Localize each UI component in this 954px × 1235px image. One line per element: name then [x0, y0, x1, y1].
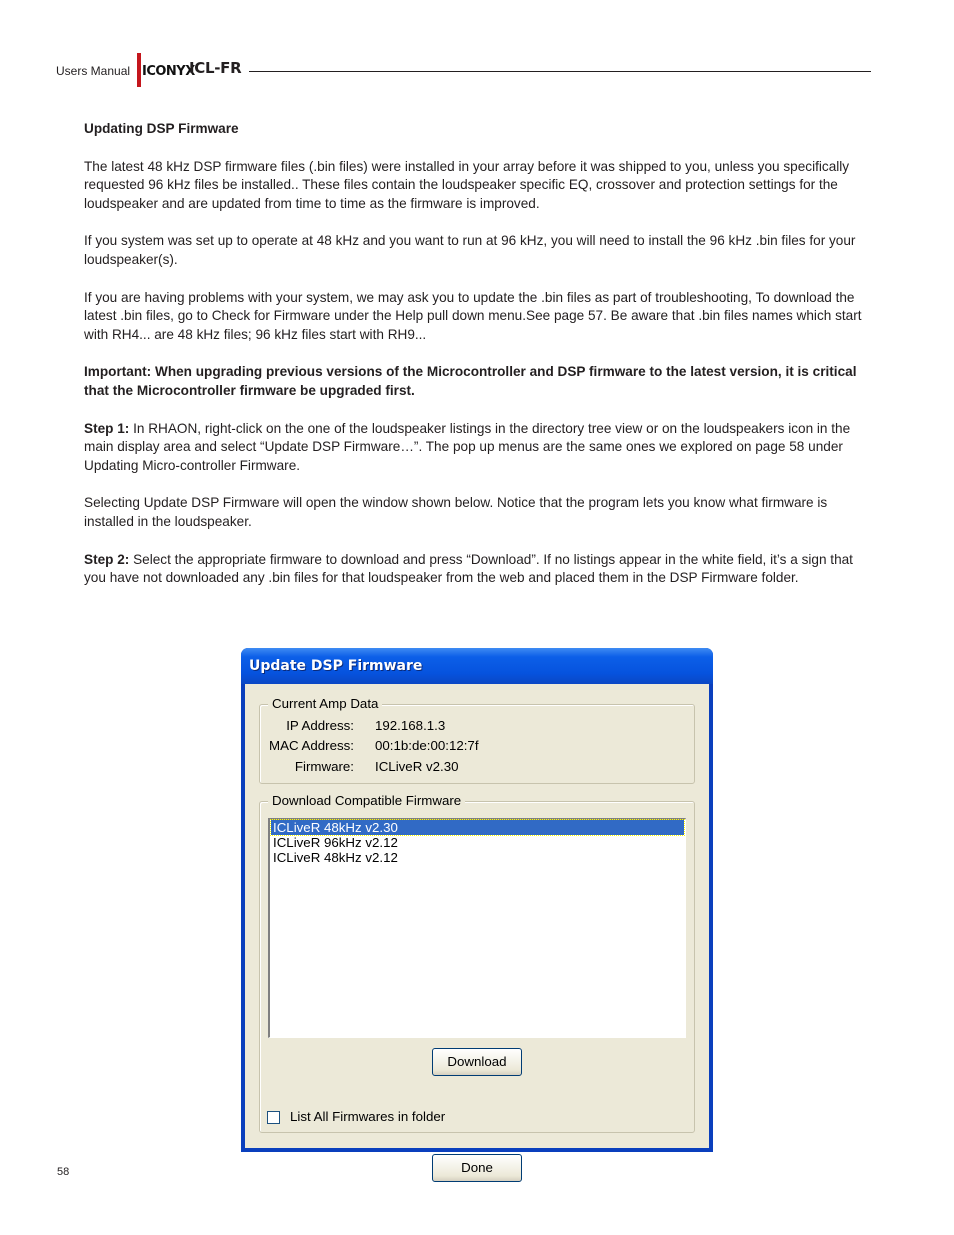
- logo-bar: [137, 53, 141, 87]
- iconyx-logo: [135, 53, 195, 89]
- page-content: [84, 120, 872, 607]
- page-number: 58: [57, 1166, 70, 1178]
- ip-address-label: IP Address:: [286, 718, 354, 733]
- logo-wordmark: ICONYX: [142, 64, 195, 79]
- paragraph-important: Important: When upgrading previous versions of the Microcontroller and DSP firmware to the latest version, it is critical that the Microcontroller firmware be upgraded first.: [84, 364, 857, 398]
- dialog-client-area: [245, 684, 709, 1175]
- dialog-titlebar[interactable]: [241, 648, 713, 684]
- firmware-list-item[interactable]: ICLiveR 48kHz v2.30: [271, 820, 684, 835]
- paragraph-intro: The latest 48 kHz DSP firmware files (.bin files) were installed in your array before it was shipped to you, unless you specifically requested 96 kHz files be installed.. These files contain the loudspeaker specific EQ, crossover and protection settings for the loudspeaker and are updated from time to time as the firmware is improved.: [84, 158, 850, 211]
- paragraph-troubleshooting: If you are having problems with your system, we may ask you to update the .bin files as part of troubleshooting, To download the latest .bin files, go to Check for Firmware under the Help pull down menu.See page 57. Be aware that .bin files names which start with RH4... are 48 kHz files; 96 kHz files start with RH9...: [84, 289, 862, 342]
- paragraph-window-info: Selecting Update DSP Firmware will open the window shown below. Notice that the program lets you know what firmware is installed in the loudspeaker.: [84, 495, 828, 529]
- paragraph-step1: [84, 420, 872, 476]
- firmware-value: ICLiveR v2.30: [375, 759, 459, 774]
- step2-label: Step 2:: [84, 551, 130, 567]
- download-compatible-firmware-group: [259, 793, 695, 1133]
- current-amp-data-group: [259, 696, 695, 784]
- firmware-list-item[interactable]: ICLiveR 96kHz v2.12: [273, 835, 398, 850]
- current-amp-data-legend: Current Amp Data: [268, 696, 382, 711]
- download-button[interactable]: Download: [432, 1048, 522, 1076]
- step1-label: Step 1:: [84, 420, 130, 436]
- firmware-list-item[interactable]: ICLiveR 48kHz v2.12: [273, 850, 398, 865]
- mac-address-label: MAC Address:: [269, 738, 354, 753]
- download-firmware-legend: Download Compatible Firmware: [268, 793, 465, 808]
- header-product-name: ICL-FR: [189, 59, 242, 77]
- list-all-firmwares-label: List All Firmwares in folder: [290, 1109, 446, 1124]
- mac-address-value: 00:1b:de:00:12:7f: [375, 738, 479, 753]
- paragraph-step2: [84, 551, 872, 588]
- done-button[interactable]: Done: [432, 1154, 522, 1182]
- step1-text: In RHAON, right-click on the one of the loudspeaker listings in the directory tree view or on the loudspeakers icon in the main display area and select “Update DSP Firmware…”. The pop up menus are the same ones we explored on page 58 under Updating Micro-controller Firmware.: [84, 420, 851, 473]
- header-rule: [249, 71, 871, 72]
- step2-text: Select the appropriate firmware to download and press “Download”. If no listings appear in the white field, it’s a sign that you have not downloaded any .bin files for that loudspeaker from the web and placed them in the DSP Firmware folder.: [84, 551, 853, 586]
- firmware-listbox[interactable]: [268, 818, 686, 1038]
- update-dsp-firmware-dialog: [241, 648, 713, 1175]
- firmware-label: Firmware:: [294, 759, 354, 774]
- paragraph-sample-rate: If you system was set up to operate at 48 kHz and you want to run at 96 kHz, you will need to install the 96 kHz .bin files for your loudspeaker(s).: [84, 233, 856, 267]
- dialog-title: Update DSP Firmware: [249, 658, 423, 674]
- list-all-firmwares-checkbox[interactable]: [267, 1111, 280, 1124]
- section-heading: Updating DSP Firmware: [84, 121, 239, 136]
- ip-address-value: 192.168.1.3: [375, 718, 446, 733]
- header-manual-label: Users Manual: [56, 64, 131, 78]
